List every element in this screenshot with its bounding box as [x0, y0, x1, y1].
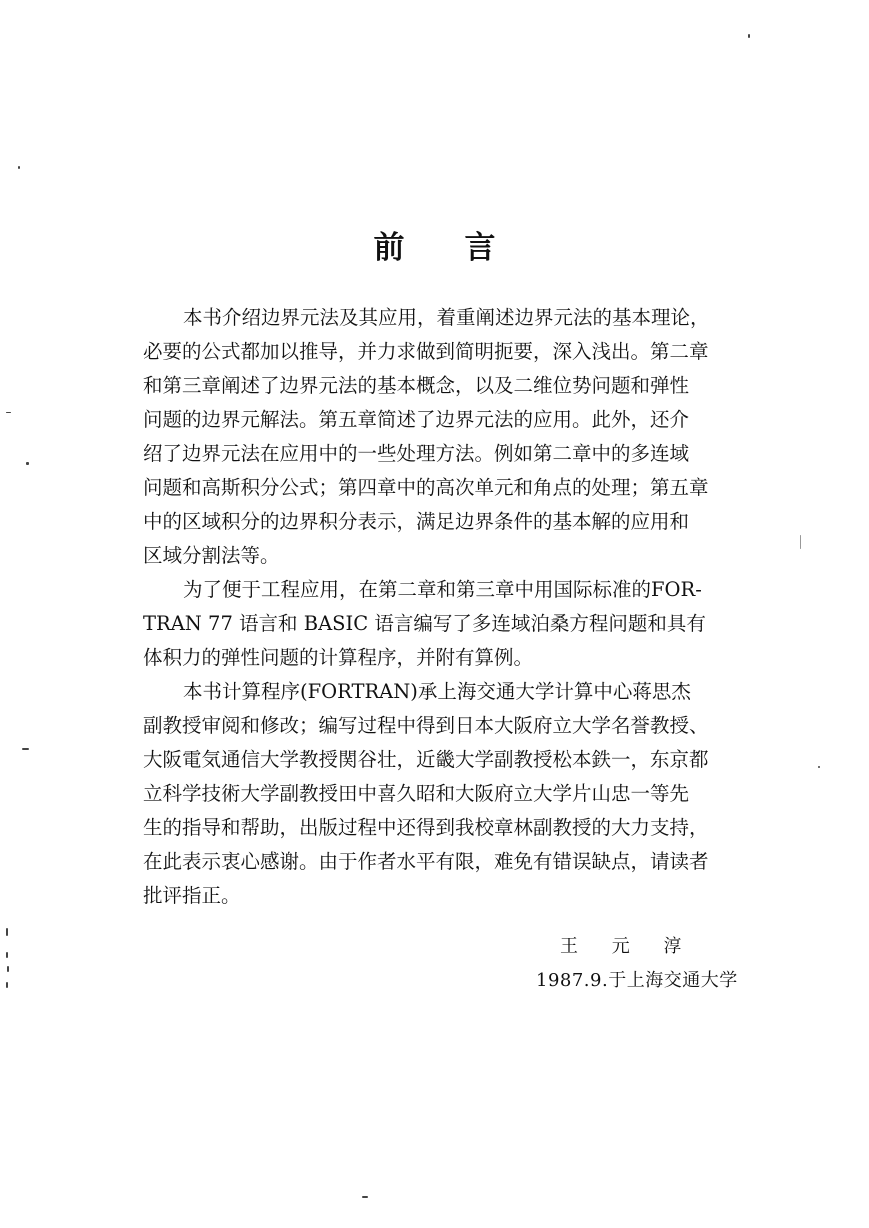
date-place-line: 1987.9.于上海交通大学 — [536, 970, 738, 991]
text-line: 在此表示衷心感谢。由于作者水平有限，难免有错误缺点，请读者 — [143, 850, 709, 873]
scan-speck — [6, 928, 8, 936]
text-line: 体积力的弹性问题的计算程序，并附有算例。 — [143, 646, 534, 669]
text-line: 副教授审阅和修改；编写过程中得到日本大阪府立大学名誉教授、 — [143, 714, 709, 737]
scan-speck — [26, 462, 29, 465]
text-line: 立科学技術大学副教授田中喜久昭和大阪府立大学片山忠一等先 — [143, 782, 690, 805]
text-line: 必要的公式都加以推导，并力求做到简明扼要，深入浅出。第二章 — [143, 340, 709, 363]
text-line: TRAN 77 语言和 BASIC 语言编写了多连域泊桑方程问题和具有 — [143, 612, 706, 635]
text-line: 和第三章阐述了边界元法的基本概念，以及二维位势问题和弹性 — [143, 374, 690, 397]
scan-speck — [18, 166, 20, 169]
text-line: 本书介绍边界元法及其应用，着重阐述边界元法的基本理论， — [183, 306, 710, 329]
text-line: 问题的边界元解法。第五章简述了边界元法的应用。此外，还介 — [143, 408, 690, 431]
scan-speck — [22, 748, 29, 750]
text-line: 本书计算程序(FORTRAN)承上海交通大学计算中心蒋思杰 — [183, 680, 691, 703]
paragraph-2 — [143, 573, 783, 675]
text-line: 批评指正。 — [143, 884, 241, 907]
scan-speck — [362, 1196, 368, 1198]
text-line: 区域分割法等。 — [143, 544, 280, 567]
scan-speck — [7, 966, 9, 972]
scan-speck — [748, 34, 750, 38]
title-char-1: 前 — [373, 230, 405, 266]
scan-speck — [818, 766, 820, 768]
preface-body — [143, 301, 783, 913]
text-line: 为了便于工程应用，在第二章和第三章中用国际标准的FOR- — [183, 578, 702, 601]
scan-speck — [6, 982, 8, 988]
author-signature: 王 元 淳 — [560, 936, 696, 957]
scan-speck — [800, 535, 801, 549]
text-line: 问题和高斯积分公式；第四章中的高次单元和角点的处理；第五章 — [143, 476, 709, 499]
text-line: 大阪電気通信大学教授関谷壮，近畿大学副教授松本鉄一，东京都 — [143, 748, 709, 771]
paragraph-1 — [143, 301, 783, 573]
scan-speck — [6, 952, 8, 958]
paragraph-3 — [143, 675, 783, 913]
page-title — [0, 222, 869, 267]
text-line: 生的指导和帮助，出版过程中还得到我校章林副教授的大力支持， — [143, 816, 709, 839]
title-char-2: 言 — [464, 230, 496, 266]
text-line: 绍了边界元法在应用中的一些处理方法。例如第二章中的多连域 — [143, 442, 690, 465]
text-line: 中的区域积分的边界积分表示，满足边界条件的基本解的应用和 — [143, 510, 690, 533]
scan-speck — [6, 412, 11, 413]
